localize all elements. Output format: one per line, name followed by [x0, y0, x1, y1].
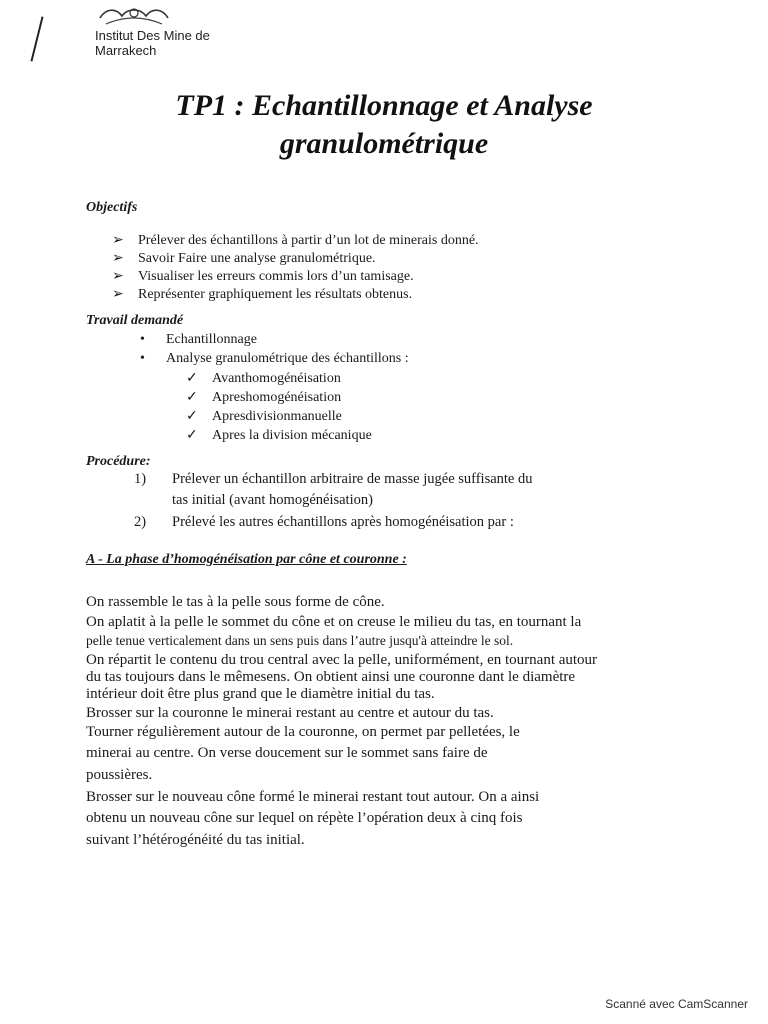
arrow-bullet-icon: ➢: [112, 233, 124, 248]
procedure-step: [134, 513, 514, 531]
document-title-line1: TP1 : Echantillonnage et Analyse: [175, 89, 593, 122]
objectif-text: Représenter graphiquement les résultats obtenus.: [138, 287, 413, 302]
arrow-bullet-icon: ➢: [112, 251, 124, 266]
objectif-text: Savoir Faire une analyse granulométrique.: [138, 251, 376, 266]
step-continuation: tas initial (avant homogénéisation): [172, 492, 373, 508]
paragraph-line: Brosser sur la couronne le minerai restant au centre et autour du tas.: [86, 705, 494, 721]
paragraph-line: Tourner régulièrement autour de la couronne, on permet par pelletées, le: [86, 724, 520, 740]
subitem-text: Apresdivisionmanuelle: [212, 409, 342, 424]
check-icon: ✓: [186, 390, 198, 405]
paragraph-line: On répartit le contenu du trou central avec la pelle, uniformément, en tournant autour: [86, 652, 598, 668]
procedure-step: [134, 470, 533, 488]
objectif-text: Prélever des échantillons à partir d’un lot de minerais donné.: [138, 233, 479, 248]
paragraph-line: On aplatit à la pelle le sommet du cône et on creuse le milieu du tas, en tournant la: [86, 614, 582, 630]
objectif-text: Visualiser les erreurs commis lors d’un tamisage.: [138, 269, 414, 284]
list-item: [140, 331, 257, 349]
list-item: [112, 268, 414, 286]
paragraph-line: poussières.: [86, 767, 153, 783]
list-item: [186, 427, 372, 445]
institution-name: [95, 28, 210, 58]
check-icon: ✓: [186, 409, 198, 424]
list-item: [186, 389, 341, 407]
institution-line1: Institut Des Mine de: [95, 28, 210, 43]
document-title-line2: granulométrique: [279, 127, 489, 160]
procedure-heading: Procédure:: [86, 454, 151, 469]
step-text: Prélever un échantillon arbitraire de masse jugée suffisante du: [172, 471, 533, 487]
list-item: [112, 232, 479, 250]
paragraph-line: suivant l’hétérogénéité du tas initial.: [86, 832, 305, 848]
list-item: [140, 350, 409, 368]
list-item: [112, 286, 412, 304]
section-a-heading: A - La phase d’homogénéisation par cône et couronne :: [86, 552, 407, 567]
check-icon: ✓: [186, 371, 198, 386]
paragraph-line: Brosser sur le nouveau cône formé le minerai restant tout autour. On a ainsi: [86, 789, 540, 805]
subitem-text: Avanthomogénéisation: [212, 371, 341, 386]
paragraph-line: minerai au centre. On verse doucement sur le sommet sans faire de: [86, 745, 488, 761]
objectifs-heading: Objectifs: [86, 200, 138, 215]
dot-bullet-icon: •: [140, 351, 145, 366]
paragraph-line: intérieur doit être plus grand que le diamètre initial du tas.: [86, 686, 435, 702]
paragraph-line: pelle tenue verticalement dans un sens puis dans l’autre jusqu'à atteindre le sol.: [86, 633, 514, 648]
scanner-watermark: Scanné avec CamScanner: [605, 997, 748, 1011]
dot-bullet-icon: •: [140, 332, 145, 347]
travail-text: Echantillonnage: [166, 332, 257, 347]
subitem-text: Apreshomogénéisation: [212, 390, 342, 405]
step-number: 2): [134, 514, 147, 530]
subitem-text: Apres la division mécanique: [212, 428, 372, 443]
institution-line2: Marrakech: [95, 43, 157, 58]
step-number: 1): [134, 471, 147, 487]
paragraph-line: du tas toujours dans le mêmesens. On obtient ainsi une couronne dant le diamètre: [86, 669, 576, 685]
institution-logo-icon: [96, 4, 172, 30]
check-icon: ✓: [186, 428, 198, 443]
arrow-bullet-icon: ➢: [112, 287, 124, 302]
step-text: Prélevé les autres échantillons après homogénéisation par :: [172, 514, 514, 530]
pen-stroke-mark: [30, 16, 43, 61]
arrow-bullet-icon: ➢: [112, 269, 124, 284]
paragraph-line: On rassemble le tas à la pelle sous forme de cône.: [86, 594, 385, 610]
list-item: [112, 250, 376, 268]
list-item: [186, 408, 342, 426]
travail-heading: Travail demandé: [86, 313, 184, 328]
travail-text: Analyse granulométrique des échantillons :: [166, 351, 409, 366]
paragraph-line: obtenu un nouveau cône sur lequel on répète l’opération deux à cinq fois: [86, 810, 523, 826]
list-item: [186, 370, 341, 388]
